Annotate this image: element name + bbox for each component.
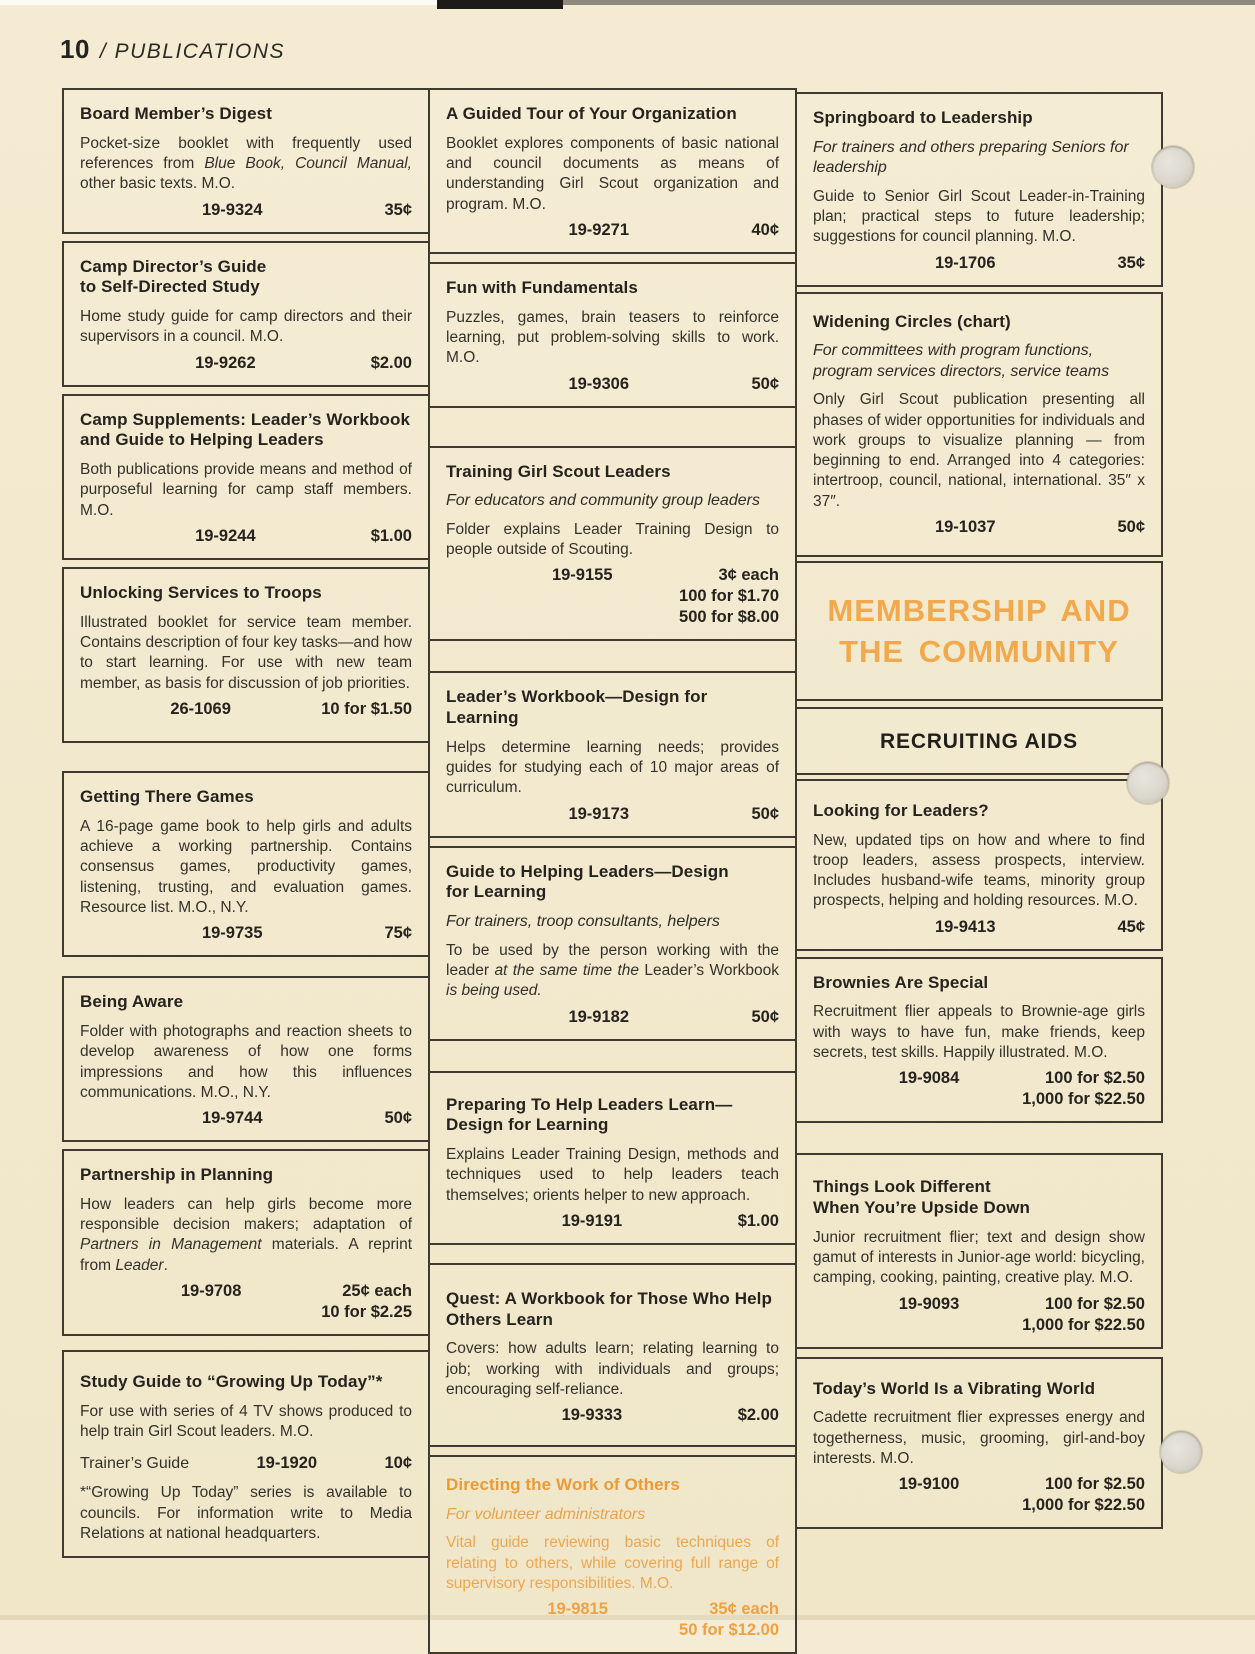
entry-description: To be used by the person working with the leader at the same time the Leader’s Workbook is being used. (446, 941, 779, 1000)
entry-title (813, 1177, 1145, 1218)
entry-subtitle: For volunteer administrators (446, 1505, 646, 1523)
entry-title (446, 1095, 779, 1136)
price: 100 for $2.50 (1045, 1069, 1145, 1088)
entry-title: Brownies Are Special (813, 972, 989, 992)
entry-description: Covers: how adults learn; relating learning to job; working with individuals and groups; encouraging self-reliance. (446, 1340, 779, 1398)
price-row (813, 1295, 1145, 1314)
price-row (446, 221, 779, 240)
section-heading-line: MEMBERSHIP AND (827, 593, 1131, 629)
catalog-entry (428, 446, 797, 642)
price: 10¢ (384, 1454, 412, 1473)
price: 25¢ each (342, 1282, 412, 1301)
catalog-entry (428, 262, 797, 408)
entry-title: Getting There Games (80, 786, 254, 806)
entry-title-line: Guide to Helping Leaders—Design (446, 861, 729, 881)
catalog-entry (795, 1153, 1163, 1348)
entry-description: Helps determine learning needs; provides guides for studying each of 10 major areas of curriculum. (446, 738, 779, 797)
catalog-entry (62, 567, 430, 743)
catalog-entry (795, 292, 1163, 557)
catalog-number: 19-9084 (898, 1069, 960, 1088)
entry-description: Pocket-size booklet with frequently used references from Blue Book, Council Manual, other basic texts. M.O. (80, 134, 412, 193)
entry-title: Looking for Leaders? (813, 800, 989, 820)
catalog-entry (428, 671, 797, 837)
section-heading-text: RECRUITING AIDS (880, 729, 1078, 753)
price: $1.00 (737, 1211, 779, 1230)
price: 3¢ each (718, 566, 779, 585)
entry-subtitle: For trainers, troop consultants, helpers (446, 913, 720, 931)
entry-title: Being Aware (80, 992, 184, 1012)
catalog-number: 19-9244 (195, 527, 256, 546)
item-label: Trainer’s Guide (80, 1455, 190, 1473)
price-row (80, 1454, 412, 1473)
entry-title: Leader’s Workbook—Design for Learning (446, 687, 708, 728)
entry-title-line: Camp Supplements: Leader’s Workbook (80, 409, 411, 429)
catalog-entry (795, 92, 1163, 287)
scan-edge-black (437, 0, 563, 9)
entry-title (446, 1289, 779, 1330)
entry-title-line: When You’re Upside Down (813, 1198, 1031, 1218)
price-row (446, 1600, 779, 1619)
catalog-number: 19-9182 (568, 1007, 630, 1026)
punch-hole (1127, 762, 1169, 804)
section-heading-recruiting-aids (795, 707, 1163, 775)
scan-edge-white (0, 0, 440, 5)
price-row (813, 1475, 1145, 1494)
price-row (80, 1109, 412, 1128)
catalog-number: 19-9262 (195, 353, 256, 372)
catalog-number: 19-9413 (934, 917, 996, 936)
scan-edge-gray (563, 0, 1255, 5)
price-row (80, 527, 412, 546)
entry-description: A 16-page game book to help girls and adults achieve a working partnership. Contains consensus games, productivity games, listening, trusting, and evaluation games. Resource list. M.O., N.Y. (80, 817, 412, 916)
catalog-column-middle (428, 88, 797, 1654)
entry-title-line: to Self-Directed Study (80, 277, 260, 297)
price: 35¢ (384, 200, 412, 219)
entry-subtitle: For committees with program functions, program services directors, service teams (813, 342, 1110, 380)
entry-title-line: Design for Learning (446, 1115, 609, 1135)
entry-title-line: and Guide to Helping Leaders (80, 430, 324, 450)
price: 10 for $1.50 (321, 699, 412, 718)
price: 45¢ (1117, 917, 1145, 936)
catalog-entry (795, 779, 1163, 951)
price: $2.00 (737, 1406, 779, 1425)
catalog-column-left (62, 88, 430, 1558)
price-row (80, 201, 412, 220)
entry-title: A Guided Tour of Your Organization (446, 104, 737, 123)
catalog-entry (428, 1071, 797, 1245)
catalog-number: 19-9093 (898, 1294, 960, 1313)
catalog-entry (62, 771, 430, 957)
entry-title-line: Preparing To Help Leaders Learn— (446, 1094, 733, 1114)
entry-footnote: *“Growing Up Today” series is available to councils. For information write to Media Relations at national headquarters. (80, 1484, 412, 1542)
entry-title: Fun with Fundamentals (446, 277, 638, 297)
price: $2.00 (370, 353, 412, 372)
entry-title-line: for Learning (446, 882, 547, 902)
price-row (446, 805, 779, 824)
catalog-number: 19-9306 (568, 374, 630, 393)
entry-description: Recruitment flier appeals to Brownie-age girls with ways to have fun, make friends, keep secrets, test skills. Happily illustrated. M.O. (813, 1003, 1145, 1062)
price: 50¢ (384, 1109, 412, 1128)
entry-description: Explains Leader Training Design, methods and techniques used to help leaders teach themselves; orients helper to new approach. (446, 1146, 779, 1204)
price: 50¢ (1117, 518, 1145, 537)
entry-description: Only Girl Scout publication presenting all phases of wider opportunities for individuals and work groups to visualize planning — from beginning to end. Arranged into 4 categories: intertroop, council, national, international. 35″ x 37″. (813, 391, 1145, 510)
price-row (446, 1212, 779, 1231)
page-section-title: / PUBLICATIONS (99, 40, 286, 63)
catalog-number: 19-9191 (561, 1211, 623, 1230)
price: $1.00 (370, 527, 412, 546)
price-row (80, 1282, 412, 1301)
entry-title: Unlocking Services to Troops (80, 583, 322, 603)
price-row (813, 518, 1145, 537)
entry-title (80, 410, 412, 451)
entry-title-line: Things Look Different (813, 1177, 991, 1197)
entry-description: For use with series of 4 TV shows produced to help train Girl Scout leaders. M.O. (80, 1402, 412, 1441)
punch-hole (1152, 146, 1194, 188)
entry-title: Directing the Work of Others (446, 1475, 680, 1495)
catalog-entry (62, 88, 430, 234)
price-row (813, 254, 1145, 273)
catalog-number: 19-9815 (547, 1600, 608, 1619)
catalog-entry (62, 1149, 430, 1336)
price: 1,000 for $22.50 (1022, 1315, 1145, 1334)
price: 35¢ each (709, 1600, 779, 1619)
catalog-entry (428, 88, 797, 254)
section-heading-line: THE COMMUNITY (839, 633, 1119, 669)
entry-title (446, 862, 779, 903)
catalog-number: 19-9333 (561, 1406, 623, 1425)
entry-subtitle: For educators and community group leaders (446, 492, 760, 510)
catalog-entry (428, 1263, 797, 1447)
entry-title-line: Camp Director’s Guide (80, 256, 267, 276)
entry-description: Both publications provide means and method of purposeful learning for camp staff members. M.O. (80, 461, 412, 519)
page-header (60, 34, 285, 65)
catalog-column-right (795, 92, 1163, 1529)
price: 500 for $8.00 (679, 608, 779, 627)
catalog-entry (62, 394, 430, 560)
entry-description: Vital guide reviewing basic techniques of relating to others, while covering full range of supervisory responsibilities. M.O. (446, 1534, 779, 1593)
price: 100 for $1.70 (679, 587, 779, 606)
catalog-number: 19-1920 (256, 1454, 318, 1473)
catalog-number: 19-1706 (934, 253, 996, 272)
catalog-number: 26-1069 (170, 699, 231, 718)
price: 1,000 for $22.50 (1022, 1090, 1145, 1109)
price: 50¢ (751, 804, 779, 823)
entry-title: Board Member’s Digest (80, 104, 272, 123)
entry-description: Folder explains Leader Training Design to people outside of Scouting. (446, 520, 779, 559)
punch-hole (1160, 1431, 1202, 1473)
entry-title: Widening Circles (chart) (813, 311, 1011, 331)
price: 50 for $12.00 (679, 1621, 779, 1640)
catalog-entry (795, 1357, 1163, 1530)
entry-description: Puzzles, games, brain teasers to reinforce learning, put problem-solving skills to work. M.O. (446, 308, 779, 367)
catalog-entry (62, 241, 430, 387)
entry-title: Springboard to Leadership (813, 108, 1033, 127)
price-row (446, 566, 779, 585)
entry-description: Illustrated booklet for service team member. Contains description of four key tasks—and how to start learning. For use with new team member, as basis for discussion of job priorities. (80, 613, 412, 692)
catalog-number: 19-9708 (180, 1282, 242, 1301)
section-heading-membership (795, 561, 1163, 701)
entry-description: Home study guide for camp directors and their supervisors in a council. M.O. (80, 308, 412, 346)
price: 100 for $2.50 (1045, 1294, 1145, 1313)
price-row (446, 1008, 779, 1027)
catalog-entry (428, 846, 797, 1041)
catalog-number: 19-9744 (201, 1109, 263, 1128)
entry-title: Training Girl Scout Leaders (446, 461, 671, 481)
page-number: 10 (60, 34, 90, 64)
entry-title: Partnership in Planning (80, 1165, 274, 1185)
catalog-entry (62, 1350, 430, 1558)
entry-title: Study Guide to “Growing Up Today”* (80, 1372, 383, 1392)
catalog-entry-featured (428, 1455, 797, 1654)
catalog-number: 19-9271 (568, 220, 630, 239)
price: 50¢ (751, 374, 779, 393)
entry-description: Junior recruitment flier; text and design show gamut of interests in Junior-age world: bicycling, camping, cooking, painting, creative play. M.O. (813, 1228, 1145, 1287)
entry-title-line: Others Learn (446, 1309, 554, 1329)
entry-title (80, 257, 412, 298)
price-row (813, 1069, 1145, 1088)
entry-description: How leaders can help girls become more responsible decision makers; adaptation of Partners in Management materials. A reprint from Leader. (80, 1195, 413, 1274)
price: 50¢ (751, 1007, 779, 1026)
catalog-number: 19-1037 (934, 518, 996, 537)
entry-description: Guide to Senior Girl Scout Leader-in-Training plan; practical steps to future leadership; suggestions for council planning. M.O. (813, 187, 1145, 246)
entry-title-line: Quest: A Workbook for Those Who Help (446, 1288, 772, 1308)
catalog-number: 19-9100 (898, 1475, 960, 1494)
price-row (446, 1406, 779, 1425)
price-row (80, 700, 412, 719)
entry-title: Today’s World Is a Vibrating World (813, 1378, 1096, 1398)
catalog-number: 19-9173 (568, 804, 630, 823)
price-row (80, 924, 412, 943)
price: 35¢ (1117, 253, 1145, 272)
price-row (813, 918, 1145, 937)
price-row (446, 375, 779, 394)
catalog-number: 19-9155 (551, 566, 613, 585)
catalog-entry (62, 976, 430, 1142)
entry-description: Folder with photographs and reaction sheets to develop awareness of how one forms impressions and how this influences communications. M.O., N.Y. (80, 1022, 412, 1101)
entry-description: New, updated tips on how and where to find troop leaders, assess prospects, interview. Includes husband-wife teams, minority group prospects, helping and holding resources. M.O. (813, 831, 1145, 910)
catalog-number: 19-9735 (201, 924, 263, 943)
entry-description: Booklet explores components of basic national and council documents as means of understanding Girl Scout organization and program. M.O. (446, 134, 779, 213)
catalog-entry (795, 957, 1163, 1124)
catalog-number: 19-9324 (201, 200, 263, 219)
price: 75¢ (384, 924, 412, 943)
price: 1,000 for $22.50 (1022, 1496, 1145, 1515)
entry-subtitle: For trainers and others preparing Seniors for leadership (813, 138, 1129, 177)
price-row (80, 354, 412, 373)
price: 40¢ (751, 220, 779, 239)
entry-description: Cadette recruitment flier expresses energy and togetherness, music, grooming, girl-and-boy interests. M.O. (813, 1409, 1145, 1468)
price: 10 for $2.25 (321, 1303, 412, 1322)
price: 100 for $2.50 (1045, 1475, 1145, 1494)
